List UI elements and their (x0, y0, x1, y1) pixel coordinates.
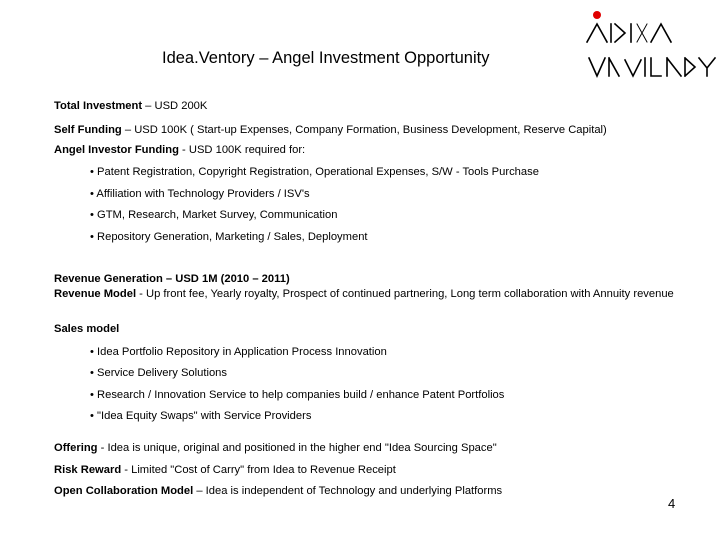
total-investment (54, 100, 207, 112)
list-item: • "Idea Equity Swaps" with Service Providers (90, 410, 312, 422)
risk-reward-label: Risk Reward (54, 464, 122, 476)
logo-dot (593, 11, 601, 19)
slide-title: Idea.Ventory – Angel Investment Opportunity (162, 49, 490, 67)
open-collaboration-value: – Idea is independent of Technology and underlying Platforms (193, 485, 503, 497)
sales-model (54, 323, 119, 335)
self-funding-value: – USD 100K ( Start-up Expenses, Company Formation, Business Development, Reserve Capital) (121, 124, 607, 136)
revenue-generation (54, 273, 290, 285)
list-item: • GTM, Research, Market Survey, Communication (90, 209, 338, 221)
sales-model-label: Sales model (54, 323, 120, 335)
list-item: • Patent Registration, Copyright Registration, Operational Expenses, S/W - Tools Purchase (90, 166, 539, 178)
list-item: • Affiliation with Technology Providers / ISV's (90, 188, 310, 200)
page-number: 4 (668, 496, 676, 511)
revenue-model (54, 287, 694, 301)
angel-funding (54, 144, 305, 156)
open-collaboration-label: Open Collaboration Model (54, 485, 194, 497)
total-investment-label: Total Investment (54, 100, 143, 112)
list-item: • Service Delivery Solutions (90, 367, 227, 379)
offering-value: - Idea is unique, original and positioned in the higher end "Idea Sourcing Space" (97, 442, 497, 454)
offering-label: Offering (54, 442, 98, 454)
angel-funding-label: Angel Investor Funding (54, 144, 179, 156)
list-item: • Research / Innovation Service to help companies build / enhance Patent Portfolios (90, 389, 505, 401)
open-collaboration (54, 485, 502, 497)
risk-reward-value: - Limited "Cost of Carry" from Idea to Revenue Receipt (121, 464, 396, 476)
idea-ventory-logo (585, 10, 717, 82)
self-funding (54, 124, 607, 136)
self-funding-label: Self Funding (54, 124, 122, 136)
list-item: • Idea Portfolio Repository in Application Process Innovation (90, 346, 387, 358)
list-item: • Repository Generation, Marketing / Sales, Deployment (90, 231, 368, 243)
angel-funding-value: - USD 100K required for: (178, 144, 306, 156)
risk-reward (54, 464, 396, 476)
revenue-model-label: Revenue Model (54, 288, 137, 300)
revenue-generation-label: Revenue Generation – USD 1M (2010 – 2011) (54, 273, 290, 285)
offering (54, 442, 497, 454)
revenue-model-value: - Up front fee, Yearly royalty, Prospect of continued partnering, Long term collaboration with Annuity revenue (136, 288, 674, 300)
total-investment-value: – USD 200K (142, 100, 208, 112)
